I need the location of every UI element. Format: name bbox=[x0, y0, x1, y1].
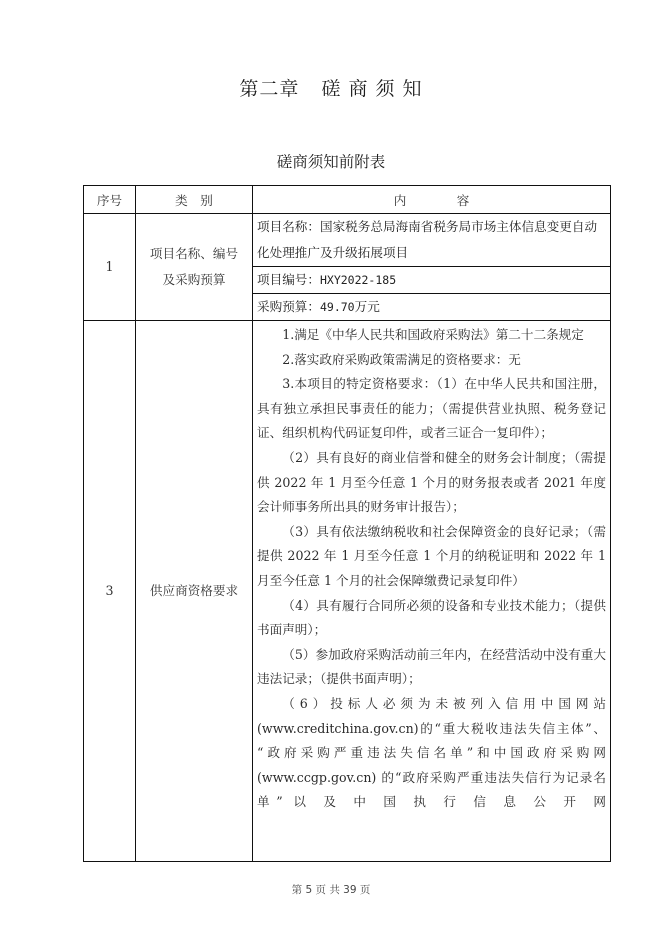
table-header-row bbox=[84, 186, 611, 214]
qualification-item: （3）具有依法缴纳税收和社会保障资金的良好记录；（需提供 2022 年 1 月至今任意 1 个月的纳税证明和 2022 年 1 月至今任意 1 个月的社会保障缴费记录复印件） bbox=[257, 523, 606, 588]
row-category: 供应商资格要求 bbox=[136, 321, 253, 862]
page-footer: 第 5 页 共 39 页 bbox=[291, 884, 371, 896]
table-title: 磋商须知前附表 bbox=[276, 153, 386, 171]
project-name: 项目名称：国家税务总局海南省税务局市场主体信息变更自动化处理推广及升级拓展项目 bbox=[257, 219, 598, 260]
table-row bbox=[84, 214, 611, 267]
qualification-item-6-line: (www.creditchina.gov.cn)的“重大税收违法失信主体”、 bbox=[257, 720, 606, 736]
chapter-number: 第二章 bbox=[239, 78, 300, 100]
chapter-title bbox=[0, 74, 662, 101]
budget-cell bbox=[253, 294, 611, 321]
category-line: 项目名称、编号 bbox=[149, 246, 239, 261]
category-line: 及采购预算 bbox=[162, 272, 226, 287]
qualification-item: （4）具有履行合同所必须的设备和专业技术能力；（提供书面声明）； bbox=[257, 597, 606, 638]
qualification-item-6-line: （6）投标人必须为未被列入信用中国网站 bbox=[282, 695, 606, 711]
header-seq: 序号 bbox=[84, 186, 136, 214]
qualification-item-6-line: (www.ccgp.gov.cn) 的“政府采购严重违法失信行为记录名 bbox=[257, 769, 606, 785]
qualification-item: 1.满足《中华人民共和国政府采购法》第二十二条规定 bbox=[282, 327, 584, 342]
project-number: HXY2022-185 bbox=[319, 273, 397, 287]
project-number-label: 项目编号： bbox=[257, 272, 320, 287]
budget-value: 49.70 bbox=[319, 300, 355, 314]
qualification-content bbox=[253, 321, 611, 862]
qualification-item-6-line: “政府采购严重违法失信名单”和中国政府采购网 bbox=[257, 745, 606, 761]
row-seq: 1 bbox=[84, 214, 136, 321]
row-seq: 3 bbox=[84, 321, 136, 862]
project-name-cell bbox=[253, 214, 611, 267]
chapter-name: 磋 商 须 知 bbox=[321, 78, 423, 100]
table-row bbox=[84, 321, 611, 862]
project-number-cell bbox=[253, 267, 611, 294]
qualification-item: 2.落实政府采购政策需满足的资格要求：无 bbox=[282, 351, 521, 367]
qualification-item: （2）具有良好的商业信誉和健全的财务会计制度；（需提供 2022 年 1 月至今任意 1 个月的财务报表或者 2021 年度会计师事务所出具的财务审计报告）； bbox=[257, 449, 606, 515]
qualification-item-6-line: 单” 以 及 中 国 执 行 信 息 公 开 网 bbox=[257, 794, 606, 810]
row-category bbox=[136, 214, 253, 321]
budget-label: 采购预算： bbox=[257, 299, 320, 314]
header-category: 类 别 bbox=[136, 186, 253, 214]
qualification-item: 3.本项目的特定资格要求：（1）在中华人民共和国注册，具有独立承担民事责任的能力；（需提供营业执照、税务登记证、组织机构代码证复印件，或者三证合一复印件）； bbox=[257, 376, 606, 441]
qualification-item: （5）参加政府采购活动前三年内，在经营活动中没有重大违法记录；（提供书面声明）； bbox=[257, 646, 606, 687]
header-content: 内 容 bbox=[253, 186, 611, 214]
budget-unit: 万元 bbox=[354, 299, 380, 314]
notice-table bbox=[83, 185, 611, 862]
